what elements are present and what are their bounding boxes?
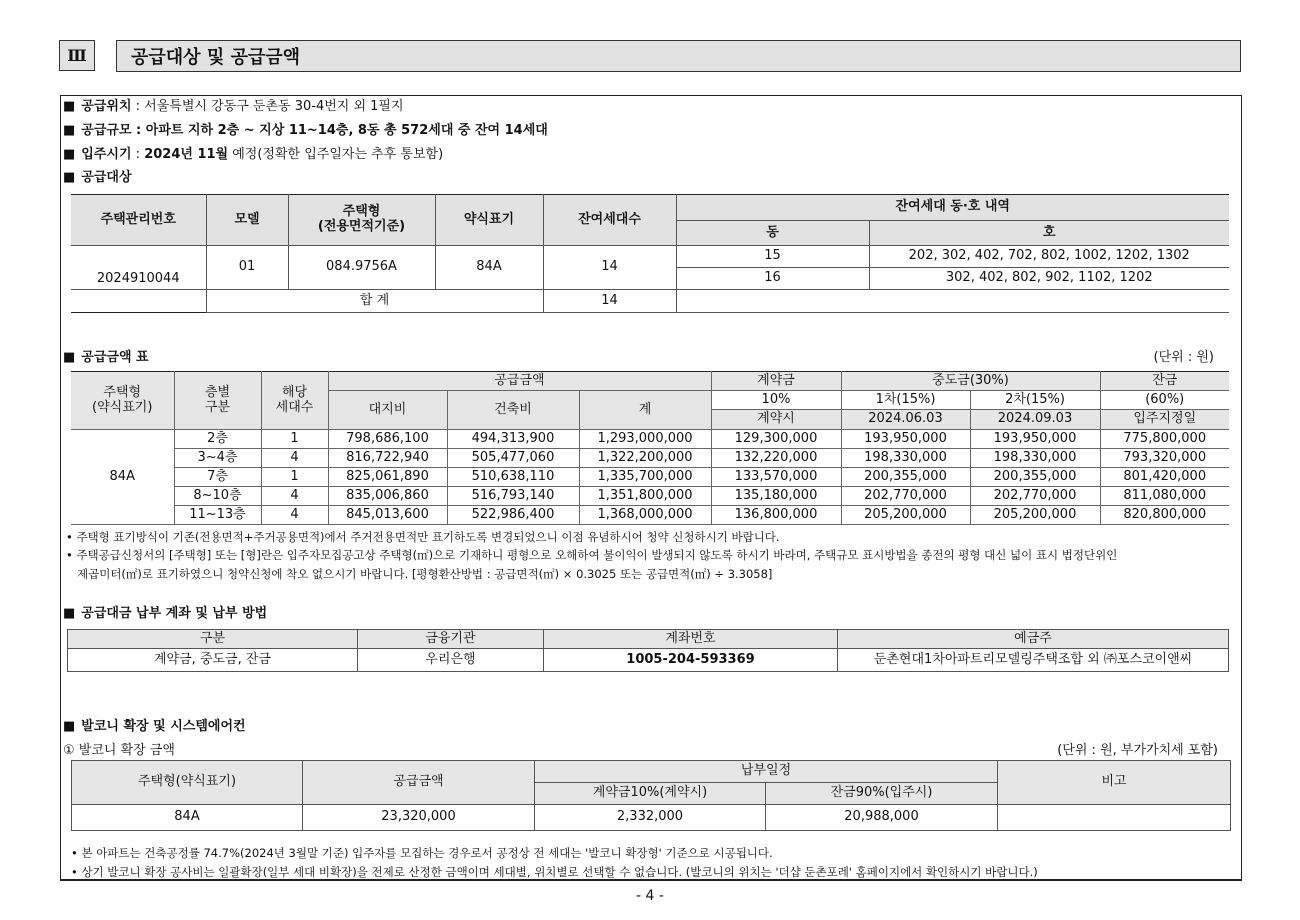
ph-units-line2: 세대수 [275, 399, 314, 415]
ph-land: 대지비 [328, 391, 447, 430]
price-title-text: 공급금액 표 [81, 350, 149, 365]
cell-dong-2: 16 [676, 268, 869, 290]
bal-cell-deposit: 2,332,000 [535, 805, 766, 831]
cell-floor: 8~10층 [174, 487, 261, 506]
ph-building: 건축비 [447, 391, 579, 430]
bullet-square: ■ [63, 147, 76, 162]
location-value: : 서울특별시 강동구 둔촌동 30-4번지 외 1필지 [131, 99, 404, 114]
ph-units-line1: 해당 [281, 384, 308, 400]
ph-deposit-pct: 10% [711, 391, 841, 410]
cell-mgmt-no: 2024910044 [71, 246, 206, 290]
location-label: 공급위치 [81, 99, 132, 114]
header-abbr: 약식표기 [435, 195, 543, 246]
bullet-square: ■ [63, 170, 76, 185]
scale-label: 공급규모 [81, 123, 132, 138]
bal-header-balance: 잔금90%(입주시) [766, 783, 998, 805]
bullet-square: ■ [63, 99, 76, 114]
ph-units [261, 372, 328, 430]
cell-building: 522,986,400 [447, 506, 579, 525]
ph-balance: 잔금 [1100, 372, 1229, 391]
header-detail: 잔여세대 동·호 내역 [676, 195, 1229, 221]
ph-deposit-when: 계약시 [711, 410, 841, 430]
ph-floor [174, 372, 261, 430]
cell-units: 4 [261, 506, 328, 525]
ph-floor-line1: 층별 [204, 384, 231, 400]
cell-land: 835,006,860 [328, 487, 447, 506]
price-section-title [63, 346, 149, 365]
cell-units: 1 [261, 468, 328, 487]
header-remaining: 잔여세대수 [543, 195, 676, 246]
cell-middle2: 200,355,000 [970, 468, 1100, 487]
cell-building: 510,638,110 [447, 468, 579, 487]
bullet-square: ■ [63, 719, 76, 734]
pay-header-type: 구분 [68, 630, 358, 649]
pay-cell-holder: 둔촌현대1차아파트리모델링주택조합 외 ㈜포스코이앤씨 [838, 649, 1229, 672]
info-scale [63, 119, 548, 138]
cell-units: 4 [261, 487, 328, 506]
cell-deposit: 136,800,000 [711, 506, 841, 525]
ph-middle2-date: 2024.09.03 [970, 410, 1100, 430]
header-type-line1: 주택형 [342, 204, 381, 220]
info-location [63, 95, 404, 114]
cell-building: 516,793,140 [447, 487, 579, 506]
ph-balance-when: 입주지정일 [1100, 410, 1229, 430]
cell-floor: 7층 [174, 468, 261, 487]
ph-balance-pct: (60%) [1100, 391, 1229, 410]
pay-cell-type: 계약금, 중도금, 잔금 [68, 649, 358, 672]
cell-middle1: 198,330,000 [841, 449, 970, 468]
cell-abbr: 84A [435, 246, 543, 290]
bullet-square: ■ [63, 606, 76, 621]
cell-balance: 801,420,000 [1100, 468, 1229, 487]
pay-header-holder: 예금주 [838, 630, 1229, 649]
cell-model: 01 [206, 246, 288, 290]
cell-land: 816,722,940 [328, 449, 447, 468]
ph-deposit: 계약금 [711, 372, 841, 391]
cell-total: 1,335,700,000 [579, 468, 711, 487]
cell-middle1: 193,950,000 [841, 430, 970, 449]
payment-title-text: 공급대금 납부 계좌 및 납부 방법 [81, 606, 268, 621]
cell-type-84a: 84A [71, 430, 174, 525]
movein-bold: 2024년 11월 [144, 147, 229, 162]
ph-type-line1: 주택형 [103, 384, 142, 400]
cell-ho-1: 202, 302, 402, 702, 802, 1002, 1202, 1302 [869, 246, 1229, 268]
cell-land: 798,686,100 [328, 430, 447, 449]
header-dong: 동 [676, 221, 869, 246]
ph-type [71, 372, 174, 430]
price-note-3: 제곱미터(㎡)로 표기하였으니 청약신청에 착오 없으시기 바랍니다. [평형환산방법 : 공급면적(㎡) × 0.3025 또는 공급면적(㎡) ÷ 3.3058] [77, 567, 773, 581]
cell-balance: 793,320,000 [1100, 449, 1229, 468]
header-model: 모델 [206, 195, 288, 246]
cell-units: 1 [261, 430, 328, 449]
cell-middle2: 198,330,000 [970, 449, 1100, 468]
cell-total-value: 14 [543, 290, 676, 313]
cell-deposit: 133,570,000 [711, 468, 841, 487]
balcony-note-1: • 본 아파트는 건축공정률 74.7%(2024년 3월말 기준) 입주자를 모집하는 경우로서 공정상 전 세대는 '발코니 확장형' 기준으로 시공됩니다. [71, 846, 773, 860]
balcony-sub-title: ① 발코니 확장 금액 [63, 743, 175, 758]
ph-middle: 중도금(30%) [841, 372, 1100, 391]
cell-deposit: 135,180,000 [711, 487, 841, 506]
bal-header-remark: 비고 [998, 761, 1231, 805]
movein-rest: 예정(정확한 입주일자는 추후 통보함) [228, 147, 444, 162]
header-ho: 호 [869, 221, 1229, 246]
cell-total-label: 합 계 [206, 290, 543, 313]
movein-label: 입주시기 [81, 147, 132, 162]
bullet-square: ■ [63, 350, 76, 365]
bal-cell-type: 84A [72, 805, 303, 831]
bal-header-type: 주택형(약식표기) [72, 761, 303, 805]
bal-header-price: 공급금액 [303, 761, 535, 805]
payment-section-title [63, 602, 267, 621]
bullet-square: ■ [63, 123, 76, 138]
cell-building: 494,313,900 [447, 430, 579, 449]
cell-middle1: 202,770,000 [841, 487, 970, 506]
price-note-1: • 주택형 표기방식이 기존(전용면적+주거공용면적)에서 주거전용면적만 표기하도록 변경되었으니 이점 유념하시어 청약 신청하시기 바랍니다. [66, 530, 780, 544]
cell-total: 1,293,000,000 [579, 430, 711, 449]
cell-middle1: 200,355,000 [841, 468, 970, 487]
page-number: - 4 - [636, 888, 664, 904]
supply-target-table [71, 194, 1229, 313]
cell-dong-1: 15 [676, 246, 869, 268]
header-housing-type [288, 195, 435, 246]
cell-land: 825,061,890 [328, 468, 447, 487]
balcony-section-title [63, 715, 246, 734]
payment-table [67, 629, 1229, 672]
pay-cell-bank: 우리은행 [358, 649, 544, 672]
cell-balance: 820,800,000 [1100, 506, 1229, 525]
balcony-title-text: 발코니 확장 및 시스템에어컨 [81, 719, 246, 734]
cell-type: 084.9756A [288, 246, 435, 290]
cell-land: 845,013,600 [328, 506, 447, 525]
info-movein [63, 143, 443, 162]
ph-middle2: 2차(15%) [970, 391, 1100, 410]
bal-header-schedule: 납부일정 [535, 761, 998, 783]
pay-header-account: 계좌번호 [544, 630, 838, 649]
target-label: 공급대상 [81, 170, 132, 185]
header-type-line2: (전용면적기준) [317, 219, 406, 234]
balcony-unit: (단위 : 원, 부가가치세 포함) [1057, 743, 1218, 758]
bal-cell-price: 23,320,000 [303, 805, 535, 831]
bal-cell-remark [998, 805, 1231, 831]
cell-balance: 775,800,000 [1100, 430, 1229, 449]
ph-supply-price: 공급금액 [328, 372, 711, 391]
ph-middle1-date: 2024.06.03 [841, 410, 970, 430]
info-target [63, 166, 132, 185]
header-mgmt-no: 주택관리번호 [71, 195, 206, 246]
pay-cell-account: 1005-204-593369 [544, 649, 838, 672]
cell-units: 4 [261, 449, 328, 468]
price-unit: (단위 : 원) [1153, 350, 1214, 365]
price-note-2: • 주택공급신청서의 [주택형] 또는 [형]란은 입주자모집공고상 주택형(㎡)으로 기재하니 평형으로 오해하여 불이익이 발생되지 않도록 하시기 바라며, 주택규모 표시방법을 종전의 평형 대신 넓이 표시 법정단위인 [66, 548, 1118, 562]
movein-sep: : [131, 147, 145, 162]
cell-total: 1,322,200,000 [579, 449, 711, 468]
bal-header-deposit: 계약금10%(계약시) [535, 783, 766, 805]
cell-remaining: 14 [543, 246, 676, 290]
section-number: Ⅲ [59, 40, 95, 71]
cell-deposit: 132,220,000 [711, 449, 841, 468]
cell-balance: 811,080,000 [1100, 487, 1229, 506]
cell-middle2: 193,950,000 [970, 430, 1100, 449]
bal-cell-balance: 20,988,000 [766, 805, 998, 831]
price-table [71, 371, 1229, 525]
cell-floor: 2층 [174, 430, 261, 449]
ph-floor-line2: 구분 [204, 399, 231, 415]
cell-floor: 3~4층 [174, 449, 261, 468]
ph-middle1: 1차(15%) [841, 391, 970, 410]
cell-middle2: 202,770,000 [970, 487, 1100, 506]
ph-type-line2: (약식표기) [92, 399, 153, 415]
cell-middle2: 205,200,000 [970, 506, 1100, 525]
cell-total: 1,368,000,000 [579, 506, 711, 525]
cell-deposit: 129,300,000 [711, 430, 841, 449]
pay-header-bank: 금융기관 [358, 630, 544, 649]
cell-middle1: 205,200,000 [841, 506, 970, 525]
cell-building: 505,477,060 [447, 449, 579, 468]
balcony-note-2: • 상기 발코니 확장 공사비는 일괄확장(일부 세대 비확장)을 전제로 산정한 금액이며 세대별, 위치별로 선택할 수 없습니다. (발코니의 위치는 '더샵 둔촌포레' 홈페이지에서 확인하시기 바랍니다.) [71, 865, 1038, 879]
cell-ho-2: 302, 402, 802, 902, 1102, 1202 [869, 268, 1229, 290]
scale-value: : 아파트 지하 2층 ~ 지상 11~14층, 8동 총 572세대 중 잔여 14세대 [131, 123, 548, 138]
ph-sum: 계 [579, 391, 711, 430]
cell-floor: 11~13층 [174, 506, 261, 525]
section-title: 공급대상 및 공급금액 [116, 40, 1241, 72]
balcony-table [71, 760, 1231, 831]
cell-total: 1,351,800,000 [579, 487, 711, 506]
